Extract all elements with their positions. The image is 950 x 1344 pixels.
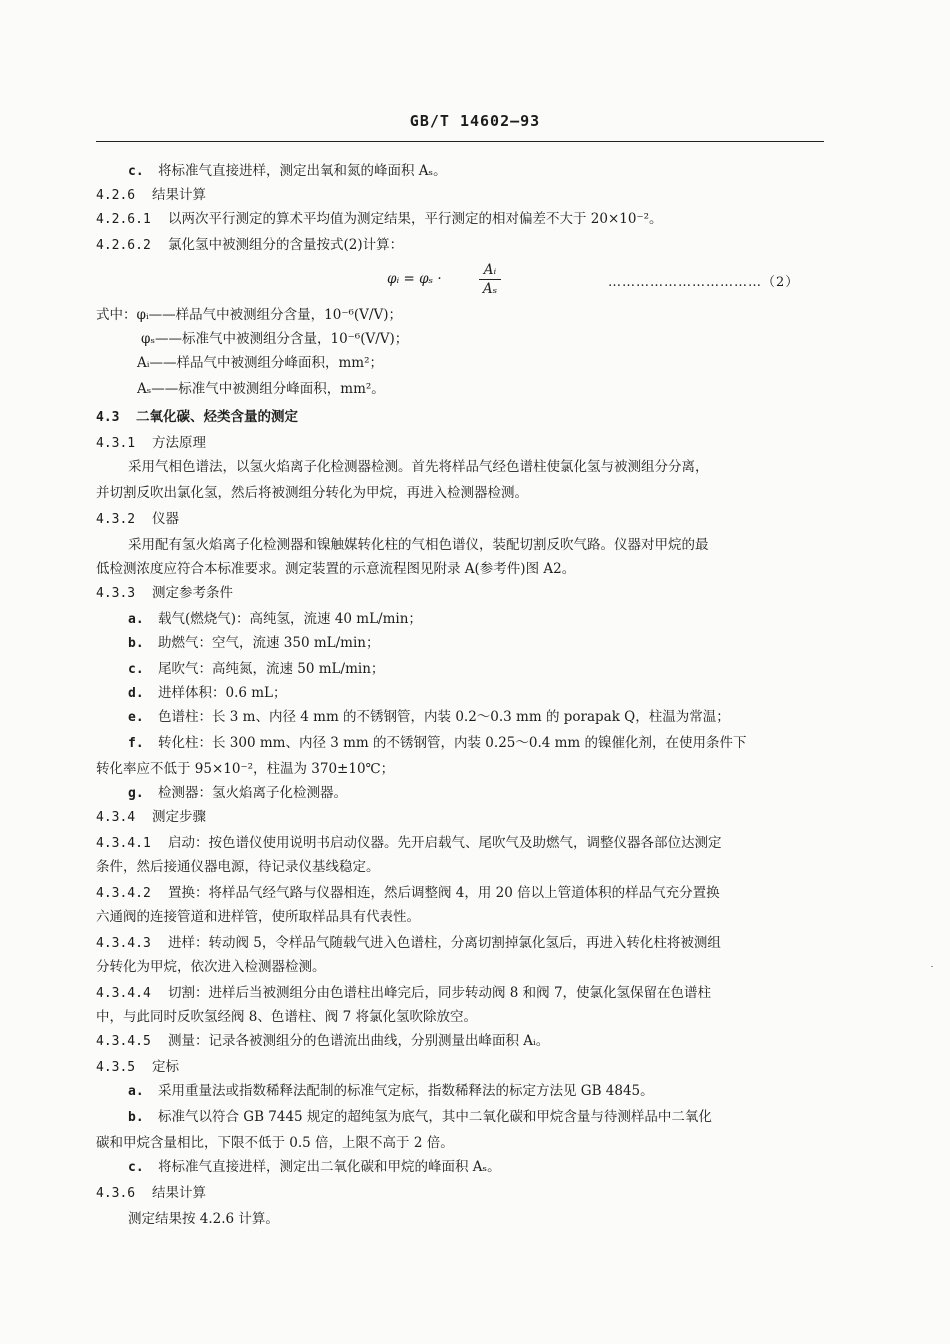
section-4-2-6: 4.2.6 结果计算	[96, 187, 206, 203]
list-item-c-o2n2: c. 将标准气直接进样，测定出氧和氮的峰面积 Aₛ。	[128, 163, 447, 179]
list-item-b-air: b. 助燃气：空气，流速 350 mL/min；	[128, 635, 380, 651]
where-phi-s: φₛ——标准气中被测组分含量，10⁻⁶(V/V)；	[141, 331, 409, 347]
section-4-3: 4.3 二氧化碳、烃类含量的测定	[96, 409, 298, 425]
clause-4-3-4-4: 4.3.4.4 切割：进样后当被测组分由色谱柱出峰完后，同步转动阀 8 和阀 7，使氯化氢保留在色谱柱	[96, 985, 712, 1001]
list-item-b-cont: 碳和甲烷含量相比，下限不低于 0.5 倍，上限不高于 2 倍。	[96, 1135, 454, 1151]
para-result: 测定结果按 4.2.6 计算。	[128, 1211, 279, 1227]
list-item-d-volume: d. 进样体积：0.6 mL；	[128, 685, 287, 701]
where-a-s: Aₛ——标准气中被测组分峰面积，mm²。	[137, 381, 385, 397]
page-header: GB/T 14602—93	[409, 112, 541, 130]
formula-fraction	[479, 262, 501, 297]
section-4-3-3: 4.3.3 测定参考条件	[96, 585, 233, 601]
formula-lhs: φᵢ = φₛ ·	[387, 271, 442, 287]
para-principle-2: 并切割反吹出氯化氢，然后将被测组分转化为甲烷，再进入检测器检测。	[96, 485, 528, 501]
list-item-a-calibration: a. 采用重量法或指数稀释法配制的标准气定标，指数稀释法的标定方法见 GB 4845。	[128, 1083, 654, 1099]
list-item-e-column: e. 色谱柱：长 3 m、内径 4 mm 的不锈钢管，内装 0.2～0.3 mm 的 porapak Q，柱温为常温；	[128, 709, 730, 725]
clause-4-3-4-2-cont: 六通阀的连接管道和进样管，使所取样品具有代表性。	[96, 909, 420, 925]
clause-4-2-6-2: 4.2.6.2 氯化氢中被测组分的含量按式(2)计算：	[96, 237, 404, 253]
where-a-i: Aᵢ——样品气中被测组分峰面积，mm²；	[137, 355, 383, 371]
list-item-f-converter: f. 转化柱：长 300 mm、内径 3 mm 的不锈钢管，内装 0.25～0.4 mm 的镍催化剂，在使用条件下	[128, 735, 747, 751]
list-item-a-carrier: a. 载气(燃烧气)：高纯氢，流速 40 mL/min；	[128, 611, 422, 627]
clause-4-3-4-3: 4.3.4.3 进样：转动阀 5，令样品气随载气进入色谱柱，分离切割掉氯化氢后，再进入转化柱将被测组	[96, 935, 721, 951]
para-instrument-1: 采用配有氢火焰离子化检测器和镍触媒转化柱的气相色谱仪，装配切割反吹气路。仪器对甲烷的最	[128, 537, 709, 553]
formula-2	[387, 262, 517, 298]
list-item-c-injection: c. 将标准气直接进样，测定出二氧化碳和甲烷的峰面积 Aₛ。	[128, 1159, 501, 1175]
clause-4-3-4-4-cont: 中，与此同时反吹氢经阀 8、色谱柱、阀 7 将氯化氢吹除放空。	[96, 1009, 478, 1025]
formula-denominator: Aₛ	[482, 281, 498, 297]
equation-number: ……………………………（2）	[608, 275, 800, 290]
section-4-3-2: 4.3.2 仪器	[96, 511, 179, 527]
list-item-g-detector: g. 检测器：氢火焰离子化检测器。	[128, 785, 347, 801]
para-instrument-2: 低检测浓度应符合本标准要求。测定装置的示意流程图见附录 A(参考件)图 A2。	[96, 561, 576, 577]
header-rule	[96, 141, 824, 142]
fraction-bar	[479, 279, 501, 280]
clause-4-3-4-1-cont: 条件，然后接通仪器电源，待记录仪基线稳定。	[96, 859, 380, 875]
list-item-c-makeup: c. 尾吹气：高纯氮，流速 50 mL/min；	[128, 661, 385, 677]
clause-4-3-4-2: 4.3.4.2 置换：将样品气经气路与仪器相连，然后调整阀 4，用 20 倍以上管道体积的样品气充分置换	[96, 885, 720, 901]
section-4-3-4: 4.3.4 测定步骤	[96, 809, 206, 825]
formula-numerator: Aᵢ	[483, 262, 497, 278]
clause-4-2-6-1: 4.2.6.1 以两次平行测定的算术平均值为测定结果，平行测定的相对偏差不大于 20×10⁻²。	[96, 211, 663, 227]
clause-4-3-4-1: 4.3.4.1 启动：按色谱仪使用说明书启动仪器。先开启载气、尾吹气及助燃气，调整仪器各部位达测定	[96, 835, 722, 851]
list-item-f-cont: 转化率应不低于 95×10⁻²，柱温为 370±10℃；	[96, 761, 395, 777]
section-4-3-1: 4.3.1 方法原理	[96, 435, 206, 451]
list-item-b-standard-gas: b. 标准气以符合 GB 7445 规定的超纯氢为底气，其中二氧化碳和甲烷含量与待测样品中二氧化	[128, 1109, 712, 1125]
section-4-3-5: 4.3.5 定标	[96, 1059, 179, 1075]
para-principle-1: 采用气相色谱法，以氢火焰离子化检测器检测。首先将样品气经色谱柱使氯化氢与被测组分分离，	[128, 459, 709, 475]
where-phi-i: 式中：φᵢ——样品气中被测组分含量，10⁻⁶(V/V)；	[96, 307, 402, 323]
clause-4-3-4-3-cont: 分转化为甲烷，依次进入检测器检测。	[96, 959, 326, 975]
section-4-3-6: 4.3.6 结果计算	[96, 1185, 206, 1201]
clause-4-3-4-5: 4.3.4.5 测量：记录各被测组分的色谱流出曲线，分别测量出峰面积 Aᵢ。	[96, 1033, 550, 1049]
